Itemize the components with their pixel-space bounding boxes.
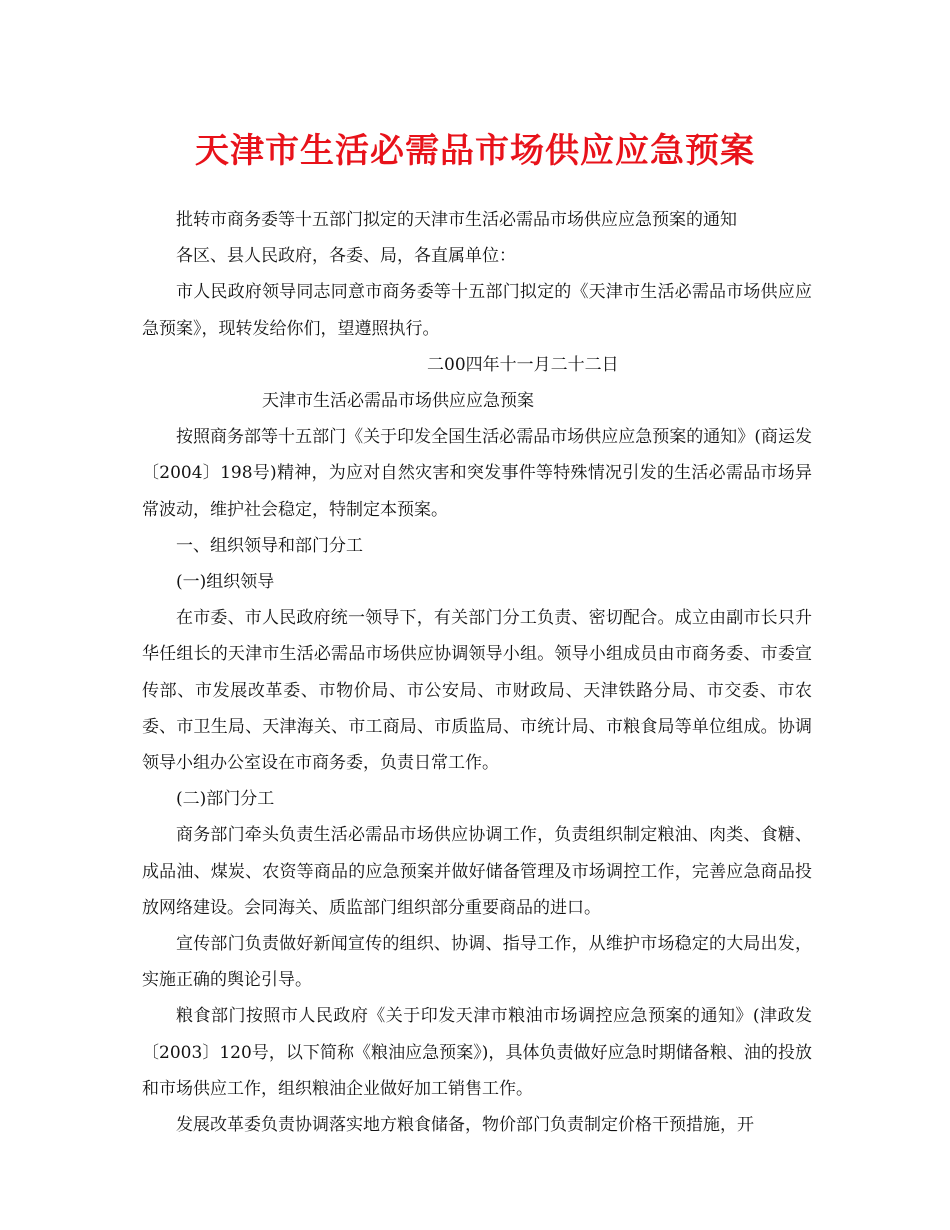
subsection-heading-1: (一)组织领导 (176, 572, 275, 593)
commerce-dept-paragraph: 商务部门牵头负责生活必需品市场供应协调工作，负责组织制定粮油、肉类、食糖、成品油、煤炭、农资等商品的应急预案并做好储备管理及市场调控工作，完善应急商品投放网络建设。会同海关、质监部门组织部分重要商品的进口。 (142, 825, 812, 918)
development-dept-paragraph: 发展改革委负责协调落实地方粮食储备，物价部门负责制定价格干预措施，开 (176, 1115, 754, 1136)
subsection-heading-2: (二)部门分工 (176, 789, 275, 810)
document-body (142, 202, 812, 1143)
plan-subtitle: 天津市生活必需品市场供应应急预案 (262, 391, 534, 412)
notice-heading: 批转市商务委等十五部门拟定的天津市生活必需品市场供应应急预案的通知 (176, 210, 737, 230)
addressees: 各区、县人民政府，各委、局，各直属单位： (176, 246, 516, 267)
preamble-paragraph: 按照商务部等十五部门《关于印发全国生活必需品市场供应应急预案的通知》(商运发〔2004〕198号)精神，为应对自然灾害和突发事件等特殊情况引发的生活必需品市场异常波动，维护社会稳定，特制定本预案。 (142, 427, 812, 520)
issue-date: 二00四年十一月二十二日 (427, 354, 619, 375)
forwarding-paragraph: 市人民政府领导同志同意市商务委等十五部门拟定的《天津市生活必需品市场供应应急预案》，现转发给你们，望遵照执行。 (142, 282, 812, 339)
grain-dept-paragraph: 粮食部门按照市人民政府《关于印发天津市粮油市场调控应急预案的通知》(津政发〔2003〕120号，以下简称《粮油应急预案》)，具体负责做好应急时期储备粮、油的投放和市场供应工作，组织粮油企业做好加工销售工作。 (142, 1006, 812, 1099)
organization-paragraph: 在市委、市人民政府统一领导下，有关部门分工负责、密切配合。成立由副市长只升华任组长的天津市生活必需品市场供应协调领导小组。领导小组成员由市商务委、市委宣传部、市发展改革委、市物价局、市公安局、市财政局、天津铁路分局、市交委、市农委、市卫生局、天津海关、市工商局、市质监局、市统计局、市粮食局等单位组成。协调领导小组办公室设在市商务委，负责日常工作。 (142, 608, 812, 774)
publicity-dept-paragraph: 宣传部门负责做好新闻宣传的组织、协调、指导工作，从维护市场稳定的大局出发，实施正确的舆论引导。 (142, 934, 812, 991)
section-heading-1: 一、组织领导和部门分工 (176, 535, 363, 556)
document-title: 天津市生活必需品市场供应应急预案 (195, 131, 755, 171)
